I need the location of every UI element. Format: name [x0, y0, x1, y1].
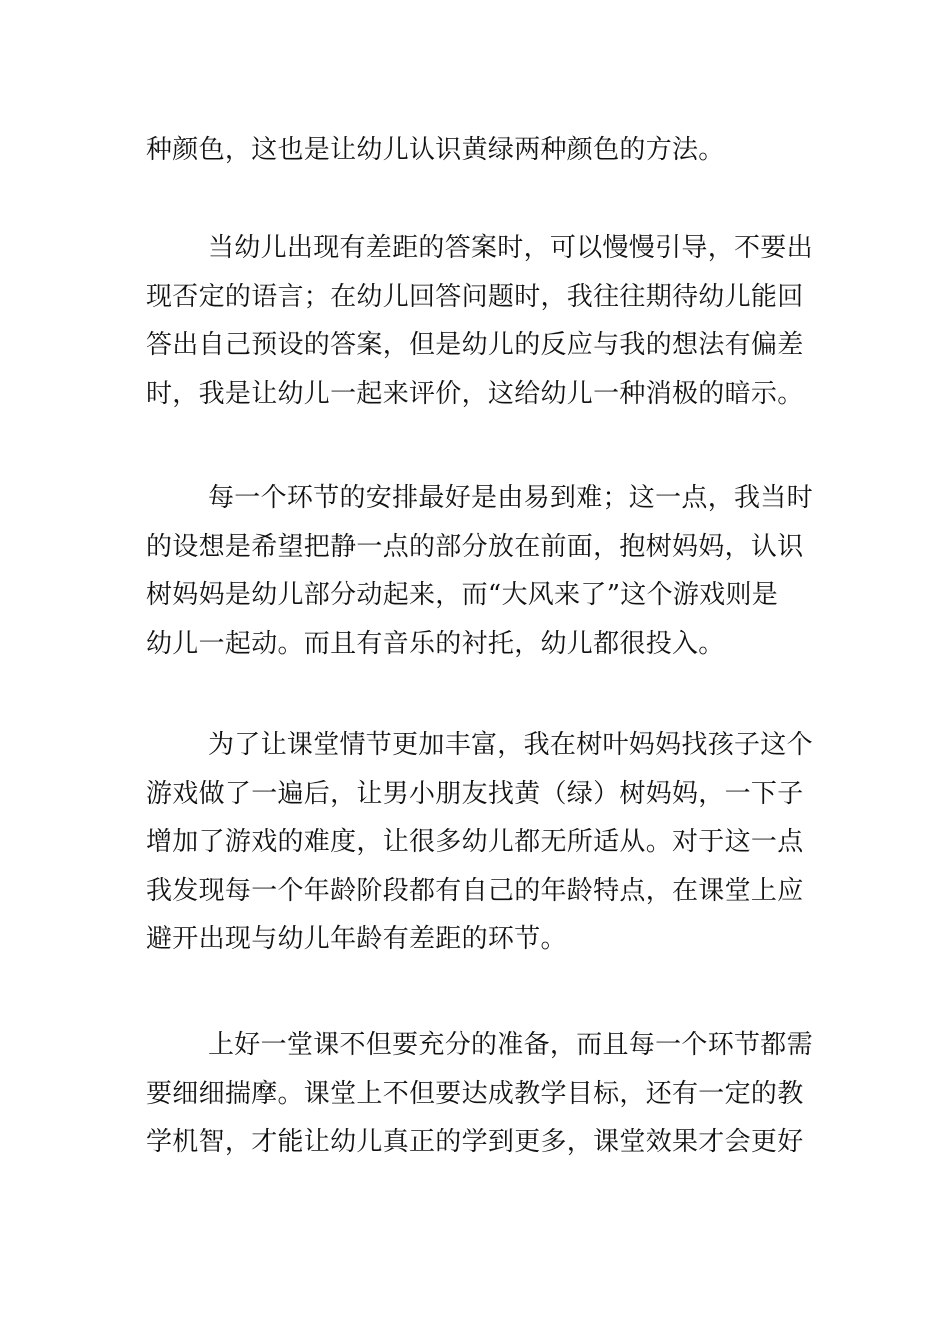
text-line: 为了让课堂情节更加丰富，我在树叶妈妈找孩子这个 — [208, 730, 813, 760]
text-line: 我发现每一个年龄阶段都有自己的年龄特点，在课堂上应 — [146, 875, 804, 906]
text-line: 游戏做了一遍后，让男小朋友找黄（绿）树妈妈，一下子 — [146, 778, 804, 809]
text-line: 答出自己预设的答案，但是幼儿的反应与我的想法有偏差 — [146, 330, 804, 360]
text-line: 上好一堂课不但要充分的准备，而且每一个环节都需 — [208, 1030, 813, 1060]
text-line: 的设想是希望把静一点的部分放在前面，抱树妈妈，认识 — [146, 531, 804, 562]
text-line: 幼儿一起动。而且有音乐的衬托，幼儿都很投入。 — [146, 628, 725, 659]
paragraph-2 — [146, 224, 813, 418]
paragraph-5 — [146, 1021, 813, 1167]
text-line: 树妈妈是幼儿部分动起来，而“大风来了”这个游戏则是 — [146, 580, 779, 610]
text-line: 时，我是让幼儿一起来评价，这给幼儿一种消极的暗示。 — [146, 378, 804, 409]
text-line: 学机智，才能让幼儿真正的学到更多，课堂效果才会更好 — [146, 1127, 804, 1157]
paragraph-1 — [146, 126, 806, 175]
text-line: 每一个环节的安排最好是由易到难；这一点，我当时 — [208, 483, 813, 513]
text-line: 要细细揣摩。课堂上不但要达成教学目标，还有一定的教 — [146, 1078, 804, 1109]
text-line: 现否定的语言；在幼儿回答问题时，我往往期待幼儿能回 — [146, 281, 804, 312]
text-line: 避开出现与幼儿年龄有差距的环节。 — [146, 924, 567, 954]
paragraph-3 — [146, 474, 813, 668]
text-line: 当幼儿出现有差距的答案时，可以慢慢引导，不要出 — [208, 233, 813, 263]
text-line: 种颜色，这也是让幼儿认识黄绿两种颜色的方法。 — [146, 135, 725, 165]
paragraph-4 — [146, 721, 813, 964]
text-line: 增加了游戏的难度，让很多幼儿都无所适从。对于这一点 — [146, 827, 804, 857]
